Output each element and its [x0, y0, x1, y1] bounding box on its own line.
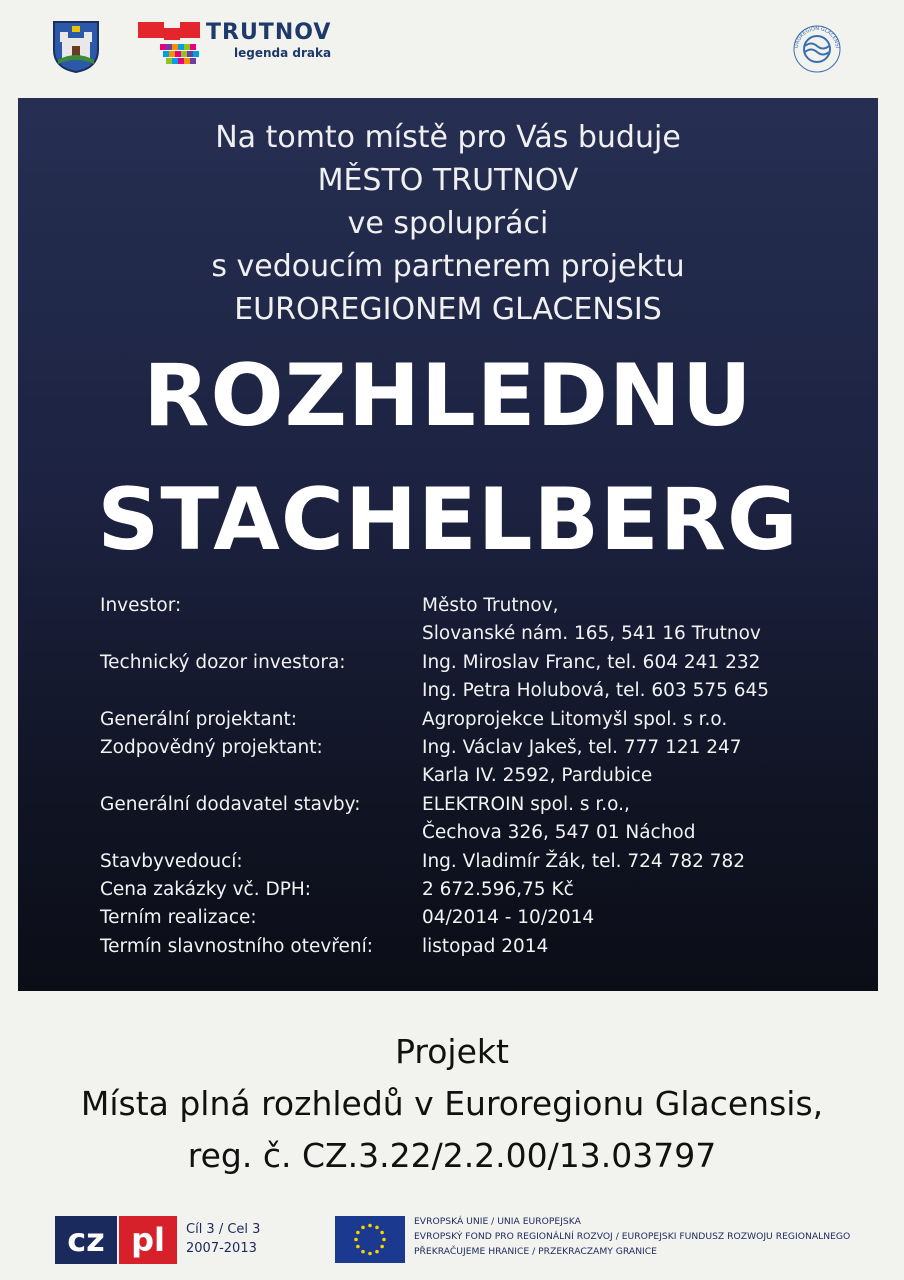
- title-line-1: ROZHLEDNU: [143, 346, 753, 446]
- eu-star: [368, 1224, 372, 1228]
- detail-label: Generální projektant:: [100, 708, 297, 730]
- detail-label: Termín slavnostního otevření:: [100, 935, 373, 957]
- programme-period: [186, 1220, 260, 1258]
- trutnov-crest-icon: [52, 20, 100, 74]
- detail-row: [100, 762, 860, 790]
- footer: [0, 1200, 904, 1280]
- detail-value: Město Trutnov,: [422, 595, 559, 616]
- eu-star: [361, 1250, 365, 1254]
- eu-star: [375, 1226, 379, 1230]
- detail-label: Technický dozor investora:: [100, 651, 346, 673]
- cz-label: cz: [55, 1216, 117, 1264]
- eu-star: [382, 1238, 386, 1242]
- detail-value: ELEKTROIN spol. s r.o.,: [422, 793, 630, 815]
- detail-row: [100, 791, 860, 819]
- eu-star: [356, 1231, 360, 1235]
- intro-line: ve spolupráci: [347, 206, 549, 241]
- header: [0, 0, 904, 96]
- pl-label: pl: [119, 1216, 177, 1264]
- detail-value: Slovanské nám. 165, 541 16 Trutnov: [422, 623, 761, 645]
- project-name: Místa plná rozhledů v Euroregionu Glacensis,: [80, 1084, 824, 1123]
- detail-row: [100, 933, 860, 961]
- eu-star: [380, 1245, 384, 1249]
- intro-line: Na tomto místě pro Vás buduje: [215, 120, 681, 155]
- detail-label: [100, 677, 422, 705]
- detail-value: Ing. Vladimír Žák, tel. 724 782 782: [422, 850, 746, 872]
- eu-text-line: EVROPSKÁ UNIE / UNIA EUROPEJSKA: [414, 1216, 581, 1227]
- cz-pl-logo: [55, 1216, 180, 1264]
- eu-star: [368, 1252, 372, 1256]
- detail-value: Ing. Václav Jakeš, tel. 777 121 247: [422, 737, 742, 759]
- detail-label: Terním realizace:: [100, 907, 257, 929]
- detail-value: Agroprojekce Litomyšl spol. s r.o.: [422, 708, 728, 730]
- intro-text: [18, 116, 878, 331]
- detail-row: [100, 876, 860, 904]
- detail-value: listopad 2014: [422, 935, 549, 957]
- programme-years: 2007-2013: [186, 1241, 257, 1256]
- detail-row: [100, 677, 860, 705]
- detail-row: [100, 620, 860, 648]
- eu-star: [375, 1250, 379, 1254]
- euroregion-glacensis-logo: [792, 24, 842, 74]
- detail-row: [100, 592, 860, 620]
- detail-label: Cena zakázky vč. DPH:: [100, 879, 312, 901]
- dragon-pixel-icon: [138, 22, 206, 70]
- detail-value: 04/2014 - 10/2014: [422, 907, 595, 929]
- eu-text-line: EVROPSKÝ FOND PRO REGIONÁLNÍ ROZVOJ / EUROPEJSKI FUNDUSZ ROZWOJU REGIONALNEGO: [414, 1231, 851, 1242]
- info-panel: [18, 98, 878, 991]
- project-details: [100, 592, 860, 961]
- eu-star: [361, 1226, 365, 1230]
- eu-funding-text: [414, 1214, 850, 1259]
- detail-row: [100, 848, 860, 876]
- detail-label: [100, 762, 422, 790]
- detail-label: Zodpovědný projektant:: [100, 737, 323, 759]
- detail-value: Ing. Miroslav Franc, tel. 604 241 232: [422, 651, 761, 673]
- detail-label: Investor:: [100, 595, 182, 616]
- detail-row: [100, 819, 860, 847]
- detail-value: Čechova 326, 547 01 Náchod: [422, 822, 696, 844]
- title-line-2: STACHELBERG: [97, 470, 799, 570]
- intro-line: MĚSTO TRUTNOV: [317, 163, 579, 198]
- project-heading: Projekt: [395, 1032, 509, 1071]
- detail-value: 2 672.596,75 Kč: [422, 879, 574, 901]
- intro-line: s vedoucím partnerem projektu: [211, 249, 685, 284]
- trutnov-logo: [138, 22, 358, 72]
- eu-star: [354, 1238, 358, 1242]
- programme-goal: Cíl 3 / Cel 3: [186, 1222, 261, 1237]
- detail-value: Karla IV. 2592, Pardubice: [422, 765, 653, 787]
- project-info: [0, 1026, 904, 1182]
- city-name: TRUTNOV: [206, 20, 332, 45]
- detail-value: Ing. Petra Holubová, tel. 603 575 645: [422, 680, 770, 702]
- intro-line: EUROREGIONEM GLACENSIS: [234, 292, 662, 327]
- detail-row: [100, 904, 860, 932]
- city-tagline: legenda draka: [234, 46, 332, 60]
- eu-star: [380, 1231, 384, 1235]
- detail-label: Stavbyvedoucí:: [100, 850, 243, 872]
- project-reg-number: reg. č. CZ.3.22/2.2.00/13.03797: [187, 1136, 717, 1175]
- detail-row: [100, 706, 860, 734]
- eu-star: [356, 1245, 360, 1249]
- svg-text:EUROREGION GLACENSIS: UROREGION GLACENSI: [793, 25, 840, 49]
- eu-text-line: PŘEKRAČUJEME HRANICE / PRZEKRACZAMY GRANICE: [414, 1246, 657, 1257]
- detail-label: Generální dodavatel stavby:: [100, 793, 361, 815]
- detail-label: [100, 819, 422, 847]
- eu-flag-icon: [335, 1216, 405, 1263]
- detail-row: [100, 734, 860, 762]
- detail-row: [100, 649, 860, 677]
- detail-label: [100, 620, 422, 648]
